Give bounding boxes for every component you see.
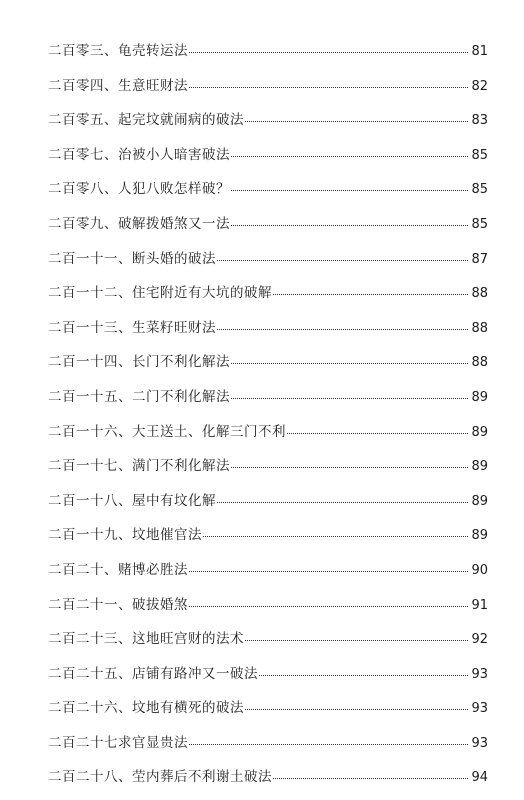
- toc-page-number: 89: [471, 528, 488, 544]
- toc-entry: [48, 523, 488, 558]
- toc-entry-title: 二百零九、破解拨婚煞又一法: [48, 215, 230, 232]
- toc-page-number: 88: [471, 355, 488, 371]
- toc-entry: [48, 350, 488, 385]
- toc-entry: [48, 177, 488, 212]
- dot-leader: [189, 52, 468, 53]
- toc-page-number: 85: [471, 147, 488, 163]
- toc-entry: [48, 593, 488, 628]
- toc-entry: [48, 74, 488, 109]
- toc-page-number: 93: [471, 735, 488, 751]
- toc-page-number: 87: [471, 251, 488, 267]
- dot-leader: [189, 87, 468, 88]
- toc-entry: [48, 247, 488, 282]
- toc-entry-title: 二百一十五、二门不利化解法: [48, 388, 230, 405]
- dot-leader: [273, 294, 468, 295]
- toc-page-number: 93: [471, 701, 488, 717]
- toc-page-number: 88: [471, 320, 488, 336]
- dot-leader: [273, 778, 468, 779]
- dot-leader: [203, 536, 468, 537]
- toc-entry: [48, 281, 488, 316]
- toc-page-number: 93: [471, 666, 488, 682]
- toc-entry-title: 二百一十一、断头婚的破法: [48, 250, 216, 267]
- dot-leader: [217, 502, 468, 503]
- toc-entry-title: 二百零八、人犯八败怎样破？: [48, 181, 230, 198]
- toc-entry-title: 二百二十五、店铺有路冲又一破法: [48, 665, 258, 682]
- dot-leader: [189, 571, 468, 572]
- dot-leader: [189, 606, 468, 607]
- dot-leader: [259, 675, 468, 676]
- toc-entry-title: 二百一十二、住宅附近有大坑的破解: [48, 285, 272, 302]
- toc-entry: [48, 39, 488, 74]
- toc-entry: [48, 558, 488, 593]
- toc-page-number: 94: [471, 770, 488, 786]
- dot-leader: [231, 467, 468, 468]
- toc-entry-title: 二百一十六、大王送土、化解三门不利: [48, 423, 286, 440]
- toc-entry: [48, 627, 488, 662]
- toc-entry: [48, 731, 488, 766]
- toc-entry: [48, 662, 488, 697]
- toc-entry-title: 二百二十一、破拔婚煞: [48, 596, 188, 613]
- toc-entry-title: 二百二十七求官显贵法: [48, 734, 188, 751]
- dot-leader: [217, 329, 468, 330]
- toc-page-number: 89: [471, 424, 488, 440]
- toc-page-number: 89: [471, 493, 488, 509]
- toc-entry-title: 二百零三、龟壳转运法: [48, 43, 188, 59]
- toc-entry: [48, 108, 488, 143]
- toc-page-number: 82: [471, 78, 488, 94]
- toc-entry: [48, 316, 488, 351]
- dot-leader: [217, 260, 468, 261]
- toc-entry: [48, 489, 488, 524]
- toc-entry: [48, 696, 488, 731]
- toc-entry: [48, 454, 488, 489]
- toc-entry-title: 二百一十八、屋中有坟化解: [48, 492, 216, 509]
- dot-leader: [231, 190, 468, 191]
- toc-entry-title: 二百零四、生意旺财法: [48, 77, 188, 94]
- toc-entry-title: 二百二十八、茔内葬后不利谢土破法: [48, 769, 272, 786]
- dot-leader: [245, 709, 468, 710]
- toc-entry-title: 二百一十九、坟地催官法: [48, 527, 202, 544]
- toc-entry-title: 二百零五、起完坟就闹病的破法: [48, 112, 244, 129]
- toc-page-number: 89: [471, 459, 488, 475]
- toc-page-number: 91: [471, 597, 488, 613]
- toc-entry-title: 二百零七、治被小人暗害破法: [48, 146, 230, 163]
- toc-entry-title: 二百一十四、长门不利化解法: [48, 354, 230, 371]
- dot-leader: [287, 433, 468, 434]
- dot-leader: [231, 225, 468, 226]
- toc-page-number: 85: [471, 216, 488, 232]
- toc-page-number: 89: [471, 389, 488, 405]
- toc-entry-title: 二百二十六、坟地有横死的破法: [48, 700, 244, 717]
- dot-leader: [245, 121, 468, 122]
- toc-page-number: 81: [471, 44, 488, 59]
- toc-entry: [48, 420, 488, 455]
- toc-page-number: 83: [471, 113, 488, 129]
- dot-leader: [245, 640, 468, 641]
- toc-page-number: 90: [471, 562, 488, 578]
- toc-entry-title: 二百二十三、这地旺宫财的法术: [48, 631, 244, 648]
- dot-leader: [231, 363, 468, 364]
- toc-entry: [48, 765, 488, 800]
- toc-entry-title: 二百一十三、生菜籽旺财法: [48, 319, 216, 336]
- toc-entry-title: 二百二十、赌博必胜法: [48, 561, 188, 578]
- table-of-contents: [48, 39, 488, 800]
- toc-page-number: 85: [471, 182, 488, 198]
- toc-entry: [48, 143, 488, 178]
- toc-entry: [48, 212, 488, 247]
- toc-page-number: 92: [471, 632, 488, 648]
- toc-entry-title: 二百一十七、满门不利化解法: [48, 458, 230, 475]
- dot-leader: [189, 744, 468, 745]
- dot-leader: [231, 398, 468, 399]
- dot-leader: [231, 156, 468, 157]
- toc-entry: [48, 385, 488, 420]
- toc-page-number: 88: [471, 286, 488, 302]
